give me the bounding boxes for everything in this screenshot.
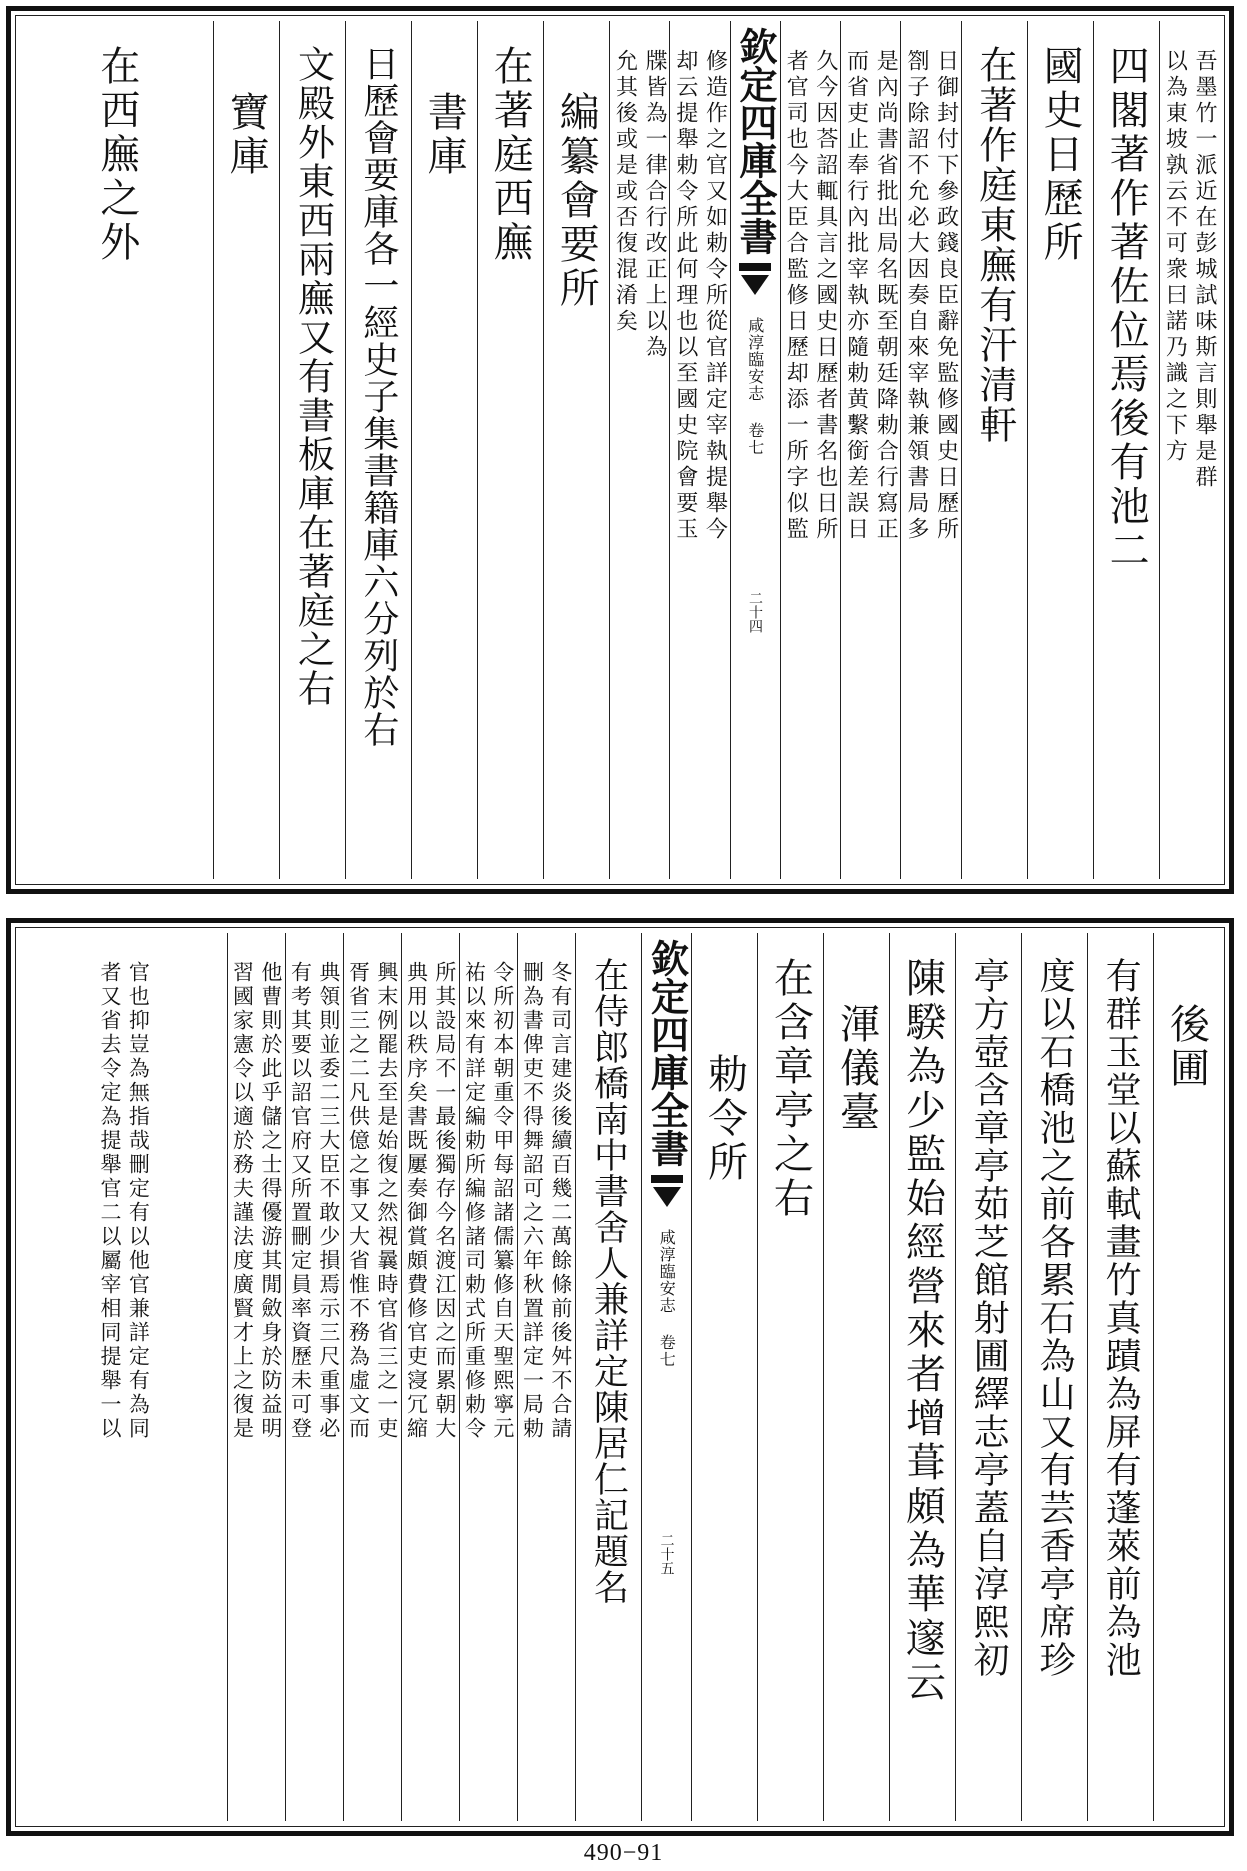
main-text: 在著庭西廡 (487, 45, 534, 265)
column (823, 933, 889, 1821)
subtitle-text: 咸淳臨安志 (657, 1229, 677, 1314)
main-text: 亭方壺含章亭茹芝館射圃繹志亭蓋自淳熙初 (968, 957, 1010, 1679)
note-text (1160, 21, 1219, 879)
column (955, 933, 1021, 1821)
column (477, 21, 543, 879)
column (227, 933, 285, 1821)
main-text: 有群玉堂以蘇軾畫竹真蹟為屏有蓬萊前為池 (1100, 957, 1142, 1679)
note-line: 興末例罷去至是始復之然視曩時官省三之一吏 (374, 961, 399, 1441)
column (900, 21, 960, 879)
note-text (781, 21, 840, 879)
center-fold (641, 933, 691, 1821)
note-line: 劄子除詔不允必大因奏自來宰執兼領書局多 (903, 49, 929, 543)
note-line: 冬有司言建炎後續百幾二萬餘條前後舛不合請 (548, 961, 573, 1441)
main-text: 四閣著作著佐位焉後有池二 (1103, 45, 1150, 573)
column (1021, 933, 1087, 1821)
note-text (841, 21, 900, 879)
subtitle-text: 咸淳臨安志 (745, 317, 765, 402)
column (517, 933, 575, 1821)
book-title: 欽定四庫全書 (733, 27, 778, 255)
column (411, 21, 477, 879)
column (279, 21, 345, 879)
juan-label: 卷七 (745, 422, 765, 456)
note-line: 以為東坡孰云不可衆曰諾乃識之下方 (1162, 49, 1188, 465)
note-text (901, 21, 960, 879)
column (669, 21, 729, 879)
fish-tail-icon (737, 263, 773, 303)
note-text (228, 933, 285, 1821)
section-heading: 寶庫 (223, 91, 270, 179)
column (459, 933, 517, 1821)
folio-number: 二十四 (747, 591, 763, 633)
note-text (460, 933, 517, 1821)
note-line: 典用以秩序矣書既屢奏御賞頗費修官吏寖冗縮 (404, 961, 429, 1441)
note-line: 却云提舉勅令所此何理也以至國史院會要玉 (672, 49, 698, 543)
page-number: 490−91 (583, 1840, 664, 1866)
main-text: 陳騤為少監始經營來者增葺頗為華邃云 (899, 957, 946, 1705)
note-text (402, 933, 459, 1821)
column (757, 933, 823, 1821)
center-fold (730, 21, 780, 879)
fish-tail-icon (649, 1175, 685, 1215)
note-line: 有考其要以詔官府又所置刪定員率資歷未可登 (288, 961, 313, 1441)
note-text (610, 21, 669, 879)
section-heading: 勅令所 (701, 1053, 748, 1185)
column (213, 21, 279, 879)
column (343, 933, 401, 1821)
main-text: 在侍郎橋南中書舍人兼詳定陳居仁記題名 (588, 957, 629, 1605)
main-text: 在西廡之外 (93, 45, 140, 265)
column (609, 21, 669, 879)
column (1093, 21, 1159, 879)
main-text: 在含章亭之右 (767, 957, 814, 1221)
column (961, 21, 1027, 879)
bottom-columns (21, 933, 1219, 1821)
column (285, 933, 343, 1821)
column (840, 21, 900, 879)
note-line: 所其設局不一最後獨存今名渡江因之而累朝大 (432, 961, 457, 1441)
folio-number: 二十五 (658, 1533, 675, 1575)
section-heading: 渾儀臺 (833, 1003, 880, 1135)
main-text: 度以石橋池之前各累石為山又有芸香亭席珍 (1034, 957, 1076, 1679)
main-text-with-note (588, 933, 630, 1821)
note-line: 者官司也今大臣合監修日歷却添一所字似監 (783, 49, 809, 543)
note-line: 令所初本朝重令甲每詔諸儒纂修自天聖熙寧元 (490, 961, 515, 1441)
note-line: 是內尚書省批出局名既至朝廷降勅合行寫正 (873, 49, 899, 543)
note-line: 典領則並委二三大臣不敢少損焉示三尺重事必 (316, 961, 341, 1441)
note-line: 祐以來有詳定編勅所編修諸司勅式所重修勅令 (462, 961, 487, 1441)
main-text: 在著作庭東廡有汗清軒 (972, 45, 1017, 445)
column (1159, 21, 1219, 879)
column (21, 933, 227, 1821)
note-line: 而省吏止奉行內批宰執亦隨勅黄繫銜差誤日 (843, 49, 869, 543)
column (401, 933, 459, 1821)
note-line: 日御封付下參政錢良臣辭免監修國史日歷所 (933, 49, 959, 543)
note-line: 修造作之官又如勅令所從官詳定宰執提舉今 (702, 49, 728, 543)
top-page (6, 6, 1234, 894)
column (575, 933, 641, 1821)
bottom-page (6, 918, 1234, 1836)
note-line: 允其後或是或否復混淆矣 (612, 49, 638, 335)
note-text (286, 933, 343, 1821)
note-line: 久今因荅詔輒具言之國史日歷者書名也日所 (812, 49, 838, 543)
book-subtitle (746, 317, 764, 456)
note-text (670, 21, 729, 879)
note-line: 吾墨竹一派近在彭城試味斯言則舉是群 (1192, 49, 1217, 491)
section-heading: 後圃 (1163, 1003, 1210, 1091)
main-text: 文殿外東西兩廡又有書板庫在著庭之右 (291, 45, 335, 708)
top-columns (21, 21, 1219, 879)
column (1027, 21, 1093, 879)
note-text (518, 933, 575, 1821)
note-line: 習國家憲令以適於務夫謹法度廣賢才上之復是 (230, 961, 255, 1441)
juan-label: 卷七 (657, 1334, 677, 1368)
main-text: 日歷會要庫各一經史子集書籍庫六分列於右 (357, 45, 399, 748)
column (543, 21, 609, 879)
section-heading: 國史日歷所 (1037, 45, 1084, 265)
note-line: 官也抑豈為無指哉刪定有以他官兼詳定有為同 (126, 961, 151, 1441)
column (889, 933, 955, 1821)
column (691, 933, 757, 1821)
column (345, 21, 411, 879)
note-line: 他曹則於此乎儲之士得優游其閒斂身於防益明 (258, 961, 283, 1441)
section-heading: 書庫 (421, 91, 468, 179)
column (780, 21, 840, 879)
section-heading: 編纂會要所 (553, 91, 600, 311)
column (1087, 933, 1153, 1821)
note-line: 胥省三之二凡供億之事又大省惟不務為虛文而 (346, 961, 371, 1441)
book-subtitle (658, 1229, 676, 1368)
column (1153, 933, 1219, 1821)
note-line: 牒皆為一律合行改正上以為 (642, 49, 668, 361)
column (21, 21, 213, 879)
note-text (96, 933, 153, 1821)
note-text (344, 933, 401, 1821)
book-title: 欽定四庫全書 (644, 939, 690, 1167)
note-line: 刪為書俾吏不得舞詔可之六年秋置詳定一局勅 (520, 961, 545, 1441)
note-line: 者又省去令定為提舉官二以屬宰相同提舉一以 (98, 961, 122, 1441)
